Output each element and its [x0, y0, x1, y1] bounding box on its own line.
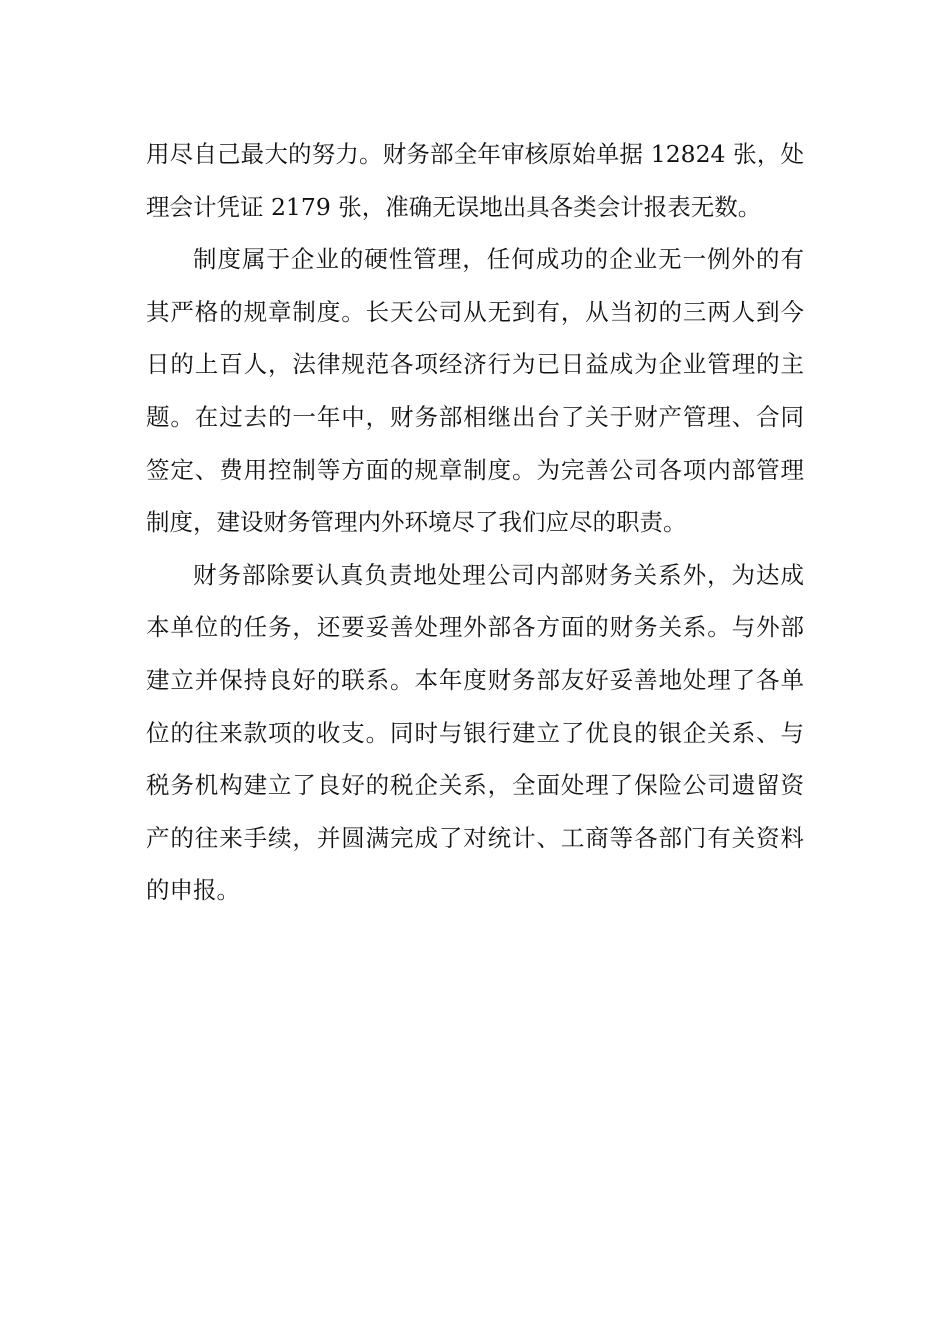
text-line: 题。在过去的一年中，财务部相继出台了关于财产管理、合同: [146, 402, 804, 431]
text-line: 用尽自己最大的努力。财务部全年审核原始单据 12824 张，处: [146, 140, 804, 168]
text-line: 财务部除要认真负责地处理公司内部财务关系外，为达成: [193, 560, 804, 589]
text-line: 日的上百人，法律规范各项经济行为已日益成为企业管理的主: [146, 350, 804, 379]
text-line: 税务机构建立了良好的税企关系，全面处理了保险公司遗留资: [146, 771, 804, 800]
body-text: [146, 128, 804, 917]
paragraph-2: [146, 233, 804, 549]
text-line: 建立并保持良好的联系。本年度财务部友好妥善地处理了各单: [146, 665, 804, 694]
text-line: 其严格的规章制度。长天公司从无到有，从当初的三两人到今: [146, 297, 804, 326]
paragraph-1: [146, 128, 804, 233]
text-line: 本单位的任务，还要妥善处理外部各方面的财务关系。与外部: [146, 613, 804, 642]
text-line: 制度属于企业的硬性管理，任何成功的企业无一例外的有: [193, 245, 804, 274]
text-line: 理会计凭证 2179 张，准确无误地出具各类会计报表无数。: [146, 192, 762, 221]
text-line: 产的往来手续，并圆满完成了对统计、工商等各部门有关资料: [146, 823, 804, 852]
paragraph-3: [146, 549, 804, 917]
text-line: 位的往来款项的收支。同时与银行建立了优良的银企关系、与: [146, 718, 804, 747]
text-line: 签定、费用控制等方面的规章制度。为完善公司各项内部管理: [146, 455, 804, 484]
text-line: 制度，建设财务管理内外环境尽了我们应尽的职责。: [146, 508, 687, 537]
text-line: 的申报。: [146, 876, 240, 905]
